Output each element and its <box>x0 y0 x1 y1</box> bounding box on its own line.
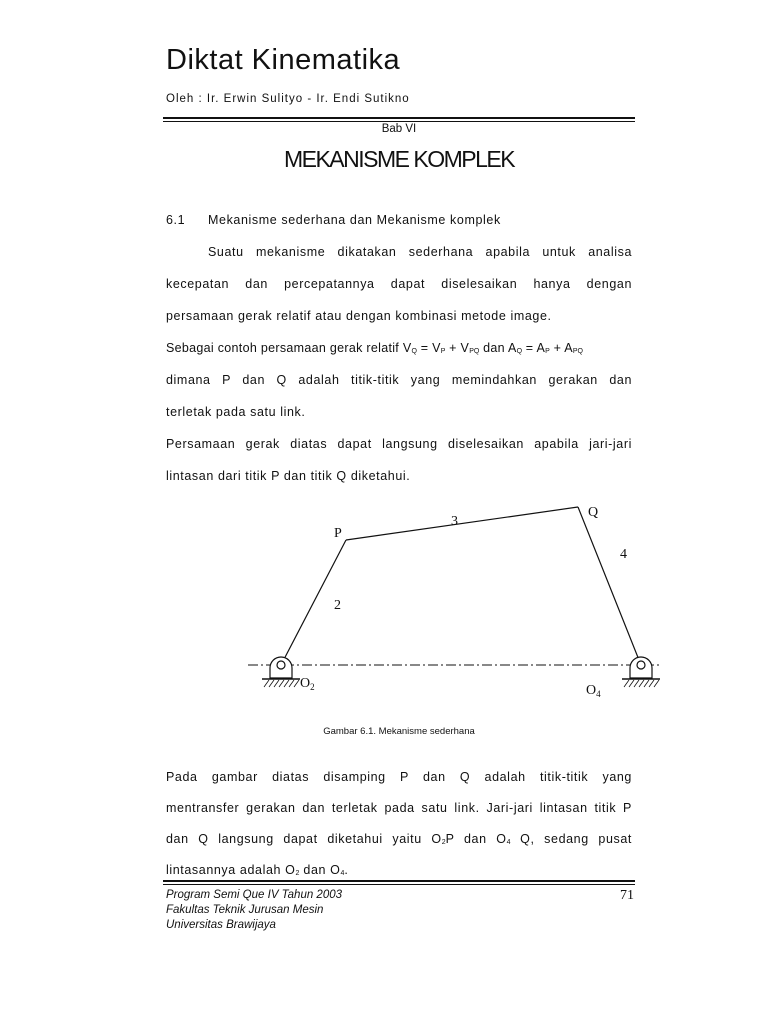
pivot-o4 <box>622 657 660 687</box>
footer-rule <box>163 880 635 882</box>
paragraph-4-line-3: dan Q langsung dapat diketahui yaitu $O_2P$ dan $O_4$ Q, sedang pusat <box>166 832 632 846</box>
label-o4: $O_4$ <box>586 683 601 699</box>
paragraph-4-line-1: Pada gambar diatas disamping P dan Q adalah titik-titik yang <box>166 770 632 784</box>
equation-line: Sebagai contoh persamaan gerak relatif $V_Q = V_P + V_{PQ}$ dan $A_Q = A_P + A_{PQ}$ <box>166 341 584 355</box>
footer-rule-thin <box>163 884 635 885</box>
footer-program: Program Semi Que IV Tahun 2003 <box>166 889 343 901</box>
paragraph-1-line-1: Suatu mekanisme dikatakan sederhana apabila untuk analisa <box>208 245 632 259</box>
paragraph-3-line-1: Persamaan gerak diatas dapat langsung diselesaikan apabila jari-jari <box>166 437 632 451</box>
page-number: 71 <box>620 888 634 903</box>
section-title: Mekanisme sederhana dan Mekanisme komplek <box>208 213 501 227</box>
label-link-4: 4 <box>620 547 627 562</box>
paragraph-1-line-2: kecepatan dan percepatannya dapat diselesaikan hanya dengan <box>166 277 632 291</box>
author-line: Oleh : Ir. Erwin Sulityo - Ir. Endi Sutikno <box>166 93 410 105</box>
link-3 <box>346 507 578 540</box>
label-q: Q <box>588 505 599 520</box>
figure-caption: Gambar 6.1. Mekanisme sederhana <box>323 726 475 737</box>
label-link-2: 2 <box>334 598 341 613</box>
label-p: P <box>334 526 342 541</box>
footer-university: Universitas Brawijaya <box>166 919 276 931</box>
footer-faculty: Fakultas Teknik Jurusan Mesin <box>166 904 324 916</box>
paragraph-4-line-4: lintasannya adalah $O_2$ dan $O_4$. <box>166 863 349 877</box>
paragraph-2-line-3: terletak pada satu link. <box>166 405 306 419</box>
label-o2: $O_2$ <box>300 676 315 692</box>
paragraph-3-line-2: lintasan dari titik P dan titik Q diketahui. <box>166 469 411 483</box>
chapter-title: MEKANISME KOMPLEK <box>283 146 515 172</box>
pivot-o2 <box>262 657 300 687</box>
paragraph-2-line-2: dimana P dan Q adalah titik-titik yang memindahkan gerakan dan <box>166 373 632 387</box>
document-title: Diktat Kinematika <box>166 44 401 76</box>
paragraph-1-line-3: persamaan gerak relatif atau dengan kombinasi metode image. <box>166 309 552 323</box>
section-number: 6.1 <box>166 213 186 227</box>
link-4 <box>578 507 641 665</box>
label-link-3: 3 <box>451 514 458 529</box>
chapter-number: Bab VI <box>381 123 417 135</box>
paragraph-4-line-2: mentransfer gerakan dan terletak pada satu link. Jari-jari lintasan titik P <box>166 801 632 815</box>
